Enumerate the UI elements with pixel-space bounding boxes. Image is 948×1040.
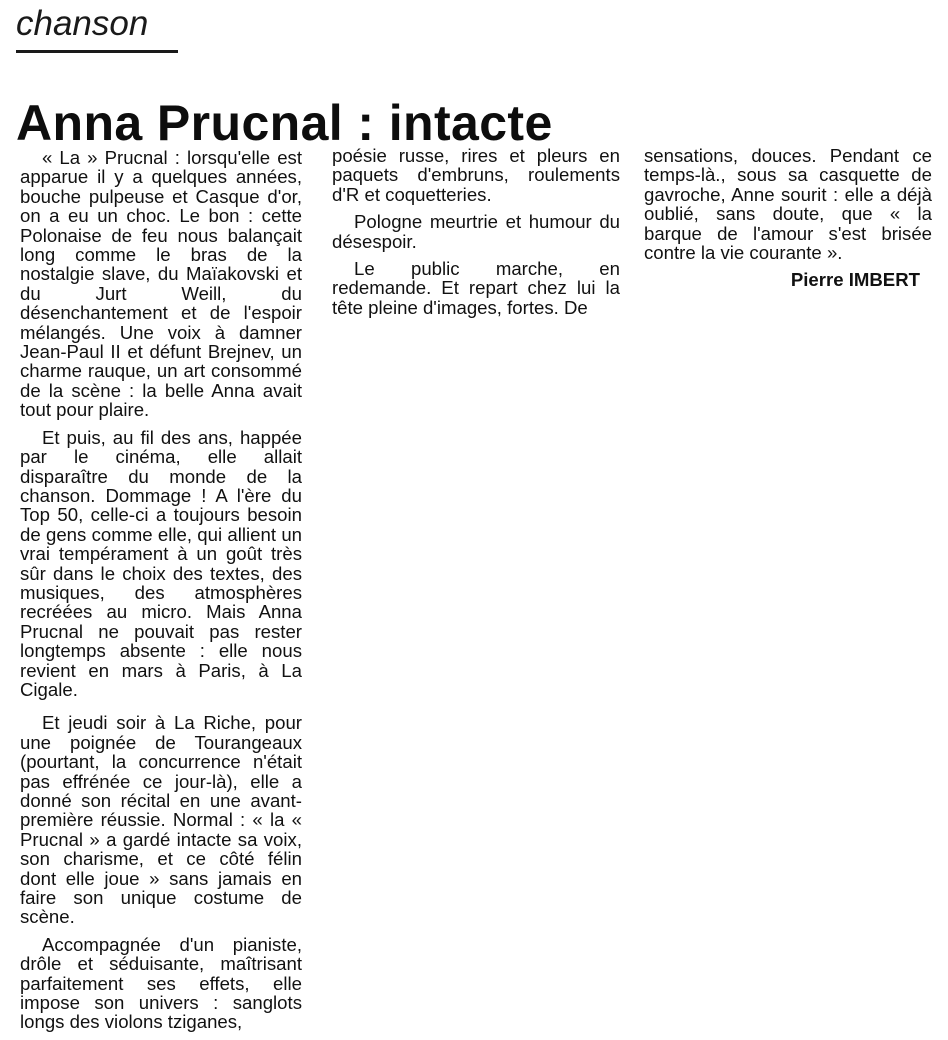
author-signature: Pierre IMBERT xyxy=(790,269,920,291)
article-column-1 xyxy=(20,148,302,1040)
paragraph: Et jeudi soir à La Riche, pour une poignée de Tourangeaux (pourtant, la concurrence n'était pas effrénée ce jour-là), elle a donné son récital en une avant-première réussie. Normal : « la « Prucnal » a gardé intacte sa voix, son charisme, et ce côté félin dont elle joue » sans jamais en faire son unique costume de scène. xyxy=(20,712,302,928)
paragraph: Accompagnée d'un pianiste, drôle et séduisante, maîtrisant parfaitement ses effets, elle impose son univers : sanglots longs des violons tziganes, xyxy=(20,933,302,1033)
headline: Anna Prucnal : intacte xyxy=(16,94,553,151)
paragraph: poésie russe, rires et pleurs en paquets d'embruns, roulements d'R et coquetteries. xyxy=(332,145,620,205)
paragraph: « La » Prucnal : lorsqu'elle est apparue il y a quelques années, bouche pulpeuse et Casque d'or, on a eu un choc. Le bon : cette Polonaise de feu nous balançait long comme le bras de la nostalgie slave, du Maïakovski et du Jurt Weill, du désenchantement et de l'espoir mélangés. Une voix à damner Jean-Paul II et défunt Brejnev, un charme rauque, un art consommé de la scène : la belle Anna avait tout pour plaire. xyxy=(20,147,302,421)
rubric-underline xyxy=(16,50,178,53)
rubric-label: chanson xyxy=(16,4,149,43)
paragraph: Et puis, au fil des ans, happée par le cinéma, elle allait disparaître du monde de la chanson. Dommage ! A l'ère du Top 50, celle-ci a toujours besoin de gens comme elle, qui allient un vrai tempérament à un goût très sûr dans le choix des textes, des musiques, des atmosphères recréées au micro. Mais Anna Prucnal ne pouvait pas rester longtemps absente : elle nous revient en mars à Paris, à La Cigale. xyxy=(20,426,302,700)
article-column-3 xyxy=(644,146,932,290)
paragraph: Le public marche, en redemande. Et repart chez lui la tête pleine d'images, fortes. De xyxy=(332,258,620,318)
paragraph: Pologne meurtrie et humour du désespoir. xyxy=(332,211,620,252)
article-column-2 xyxy=(332,146,620,325)
paragraph: sensations, douces. Pendant ce temps-là., sous sa casquette de gavroche, Anne sourit : elle a déjà oublié, sans doute, que « la barque de l'amour s'est brisée contre la vie courante ». xyxy=(644,145,932,264)
